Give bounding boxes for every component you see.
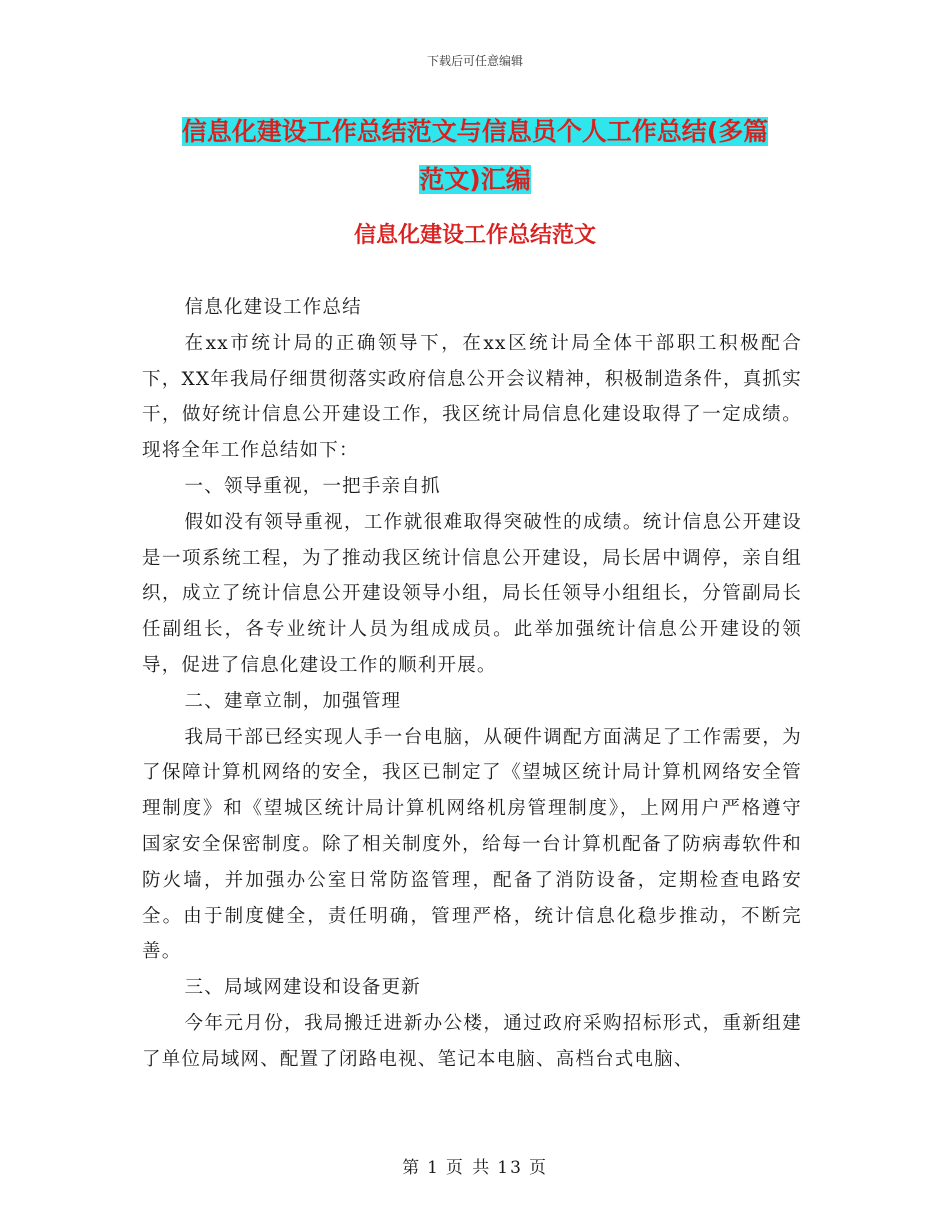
title-line-1: 信息化建设工作总结范文与信息员个人工作总结(多篇 (181, 117, 769, 146)
page-footer (0, 1153, 950, 1178)
paragraph: 信息化建设工作总结 (184, 297, 362, 318)
current-page-number: 1 (427, 1158, 440, 1178)
total-page-count: 13 (497, 1158, 523, 1178)
footer-suffix: 页 (528, 1158, 548, 1178)
paragraph: 二、建章立制，加强管理 (184, 690, 402, 712)
paragraph: 今年元月份，我局搬迁进新办公楼，通过政府采购招标形式，重新组建了单位局域网、配置了闭路电视、笔记本电脑、高档台式电脑、 (142, 1012, 802, 1070)
section-title: 信息化建设工作总结范文 (353, 223, 596, 248)
header-note: 下载后可任意编辑 (426, 54, 523, 68)
paragraph: 假如没有领导重视，工作就很难取得突破性的成绩。统计信息公开建设是一项系统工程，为了推动我区统计信息公开建设，局长居中调停，亲自组织，成立了统计信息公开建设领导小组，局长任领导小组组长，分管副局长任副组长，各专业统计人员为组成成员。此举加强统计信息公开建设的领导，促进了信息化建设工作的顺利开展。 (142, 511, 802, 676)
paragraph: 三、局域网建设和设备更新 (184, 977, 421, 999)
paragraph: 我局干部已经实现人手一台电脑，从硬件调配方面满足了工作需要，为了保障计算机网络的安全，我区已制定了《望城区统计局计算机网络安全管理制度》和《望城区统计局计算机网络机房管理制度》，上网用户严格遵守国家安全保密制度。除了相关制度外，给每一台计算机配备了防病毒软件和防火墙，并加强办公室日常防盗管理，配备了消防设备，定期检查电路安全。由于制度健全，责任明确，管理严格，统计信息化稳步推动，不断完善。 (142, 726, 802, 963)
footer-prefix: 第 (402, 1158, 422, 1178)
document-title (140, 108, 810, 204)
paragraph: 在xx市统计局的正确领导下，在xx区统计局全体干部职工积极配合下，XX年我局仔细贯彻落实政府信息公开会议精神，积极制造条件，真抓实干，做好统计信息公开建设工作，我区统计局信息化建设取得了一定成绩。现将全年工作总结如下： (142, 332, 802, 462)
title-line-2: 范文)汇编 (419, 165, 531, 194)
body-content (142, 290, 802, 1078)
paragraph: 一、领导重视，一把手亲自抓 (184, 475, 441, 497)
footer-middle: 页 共 (445, 1158, 492, 1178)
